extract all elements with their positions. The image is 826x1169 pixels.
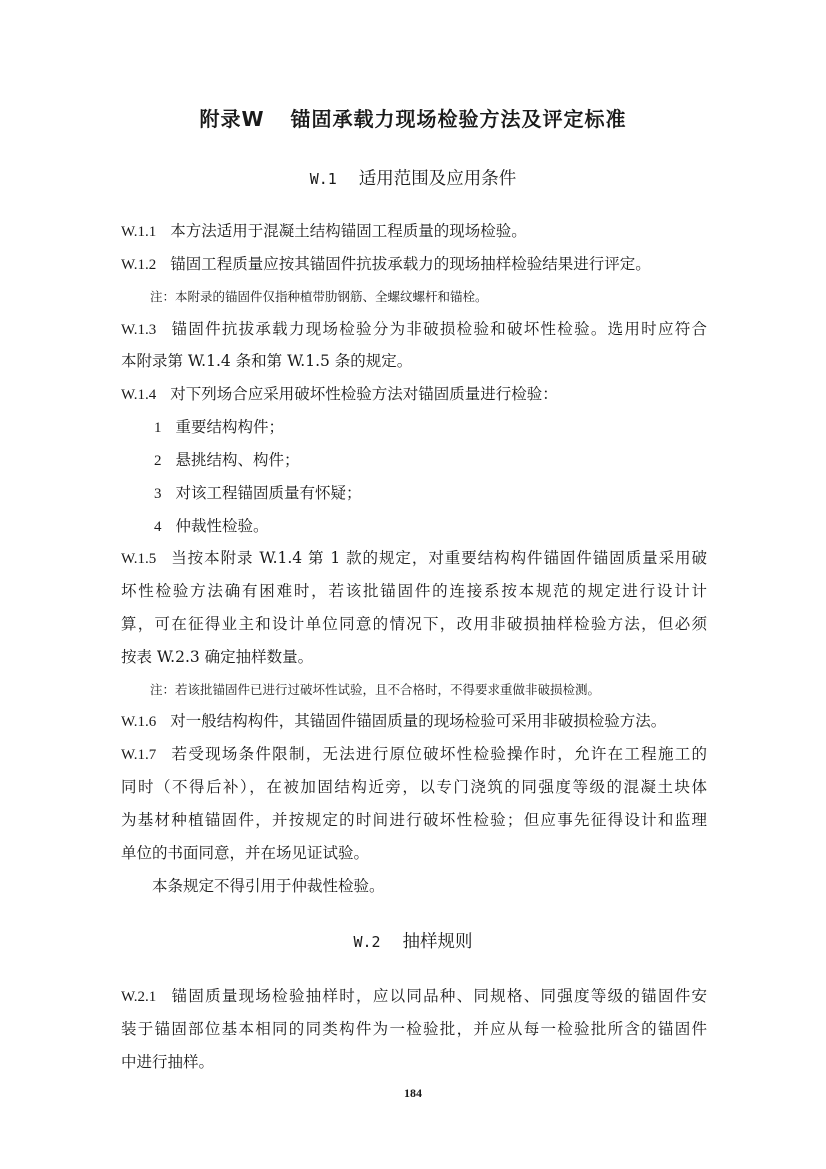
clause-w115 (121, 548, 707, 569)
clause-text: 对一般结构构件，其锚固件锚固质量的现场检验可采用非破损检验方法。 (170, 712, 667, 730)
clause-w117-line-4: 单位的书面同意，并在场见证试验。 (121, 844, 370, 862)
clause-w115-line-2: 坏性检验方法确有困难时，若该批锚固件的连接系按本规范的规定进行设计计 (121, 582, 707, 600)
page-number: 184 (404, 1086, 422, 1100)
clause-w221-line-3: 中进行抽样。 (121, 1053, 215, 1071)
clause-w115-line-4: 按表 W.2.3 确定抽样数量。 (121, 648, 314, 666)
note-1: 注：本附录的锚固件仅指种植带肋钢筋、全螺纹螺杆和锚栓。 (150, 289, 488, 304)
clause-w116 (121, 711, 666, 732)
clause-text: 本方法适用于混凝土结构锚固工程质量的现场检验。 (170, 222, 527, 240)
appendix-code: 附录W (199, 107, 265, 131)
clause-text: 锚固件抗拔承载力现场检验分为非破损检验和破坏性检验。选用时应符合 (170, 320, 707, 338)
clause-w117-line-2: 同时（不得后补），在被加固结构近旁，以专门浇筑的同强度等级的混凝土块体 (121, 778, 707, 796)
clause-w221-line-2: 装于锚固部位基本相同的同类构件为一检验批，并应从每一检验批所含的锚固件 (121, 1020, 707, 1038)
clause-number: W.1.5 (121, 551, 157, 567)
clause-number: W.1.2 (121, 257, 157, 273)
clause-number: W.1.6 (121, 714, 157, 730)
clause-w117-paragraph: 本条规定不得引用于仲裁性检验。 (152, 877, 385, 895)
clause-number: W.1.7 (121, 747, 157, 763)
clause-w221 (121, 986, 707, 1007)
clause-text: 对下列场合应采用破坏性检验方法对锚固质量进行检验： (170, 385, 558, 403)
clause-number: W.1.4 (121, 387, 157, 403)
clause-w117 (121, 744, 707, 765)
clause-w117-line-3: 为基材种植锚固件，并按规定的时间进行破坏性检验；但应事先征得设计和监理 (121, 811, 707, 829)
section-title: 适用范围及应用条件 (358, 169, 517, 189)
note-2: 注：若该批锚固件已进行过破坏性试验，且不合格时，不得要求重做非破损检测。 (150, 682, 601, 697)
section-code: W.1 (309, 170, 337, 188)
list-item (154, 516, 269, 537)
list-item-text: 对该工程锚固质量有怀疑； (175, 484, 362, 502)
clause-w114 (121, 384, 558, 405)
appendix-title (0, 103, 826, 132)
clause-text: 锚固质量现场检验抽样时，应以同品种、同规格、同强度等级的锚固件安 (170, 987, 707, 1005)
list-item (154, 450, 300, 471)
clause-w111 (121, 221, 527, 242)
clause-w112 (121, 254, 651, 275)
clause-number: W.2.1 (121, 989, 157, 1005)
clause-text: 当按本附录 W.1.4 第 1 款的规定，对重要结构构件锚固件锚固质量采用破 (170, 549, 707, 567)
list-item-text: 重要结构构件； (175, 418, 285, 436)
list-item-number: 3 (154, 486, 162, 502)
section-heading-w1 (0, 165, 826, 190)
list-item-text: 悬挑结构、构件； (175, 451, 300, 469)
list-item (154, 417, 284, 438)
clause-text: 锚固工程质量应按其锚固件抗拔承载力的现场抽样检验结果进行评定。 (170, 255, 651, 273)
clause-w115-line-3: 算，可在征得业主和设计单位同意的情况下，改用非破损抽样检验方法，但必须 (121, 615, 707, 633)
clause-w113 (121, 319, 707, 340)
section-title: 抽样规则 (402, 932, 473, 952)
appendix-title-text: 锚固承载力现场检验方法及评定标准 (290, 107, 627, 131)
list-item-text: 仲裁性检验。 (175, 517, 269, 535)
section-heading-w2 (0, 928, 826, 953)
list-item-number: 1 (154, 420, 162, 436)
section-code: W.2 (353, 933, 381, 951)
clause-number: W.1.3 (121, 322, 157, 338)
clause-text: 若受现场条件限制，无法进行原位破坏性检验操作时，允许在工程施工的 (170, 745, 707, 763)
clause-w113-line-2: 本附录第 W.1.4 条和第 W.1.5 条的规定。 (121, 352, 413, 370)
clause-number: W.1.1 (121, 224, 157, 240)
list-item (154, 483, 362, 504)
list-item-number: 4 (154, 519, 162, 535)
list-item-number: 2 (154, 453, 162, 469)
